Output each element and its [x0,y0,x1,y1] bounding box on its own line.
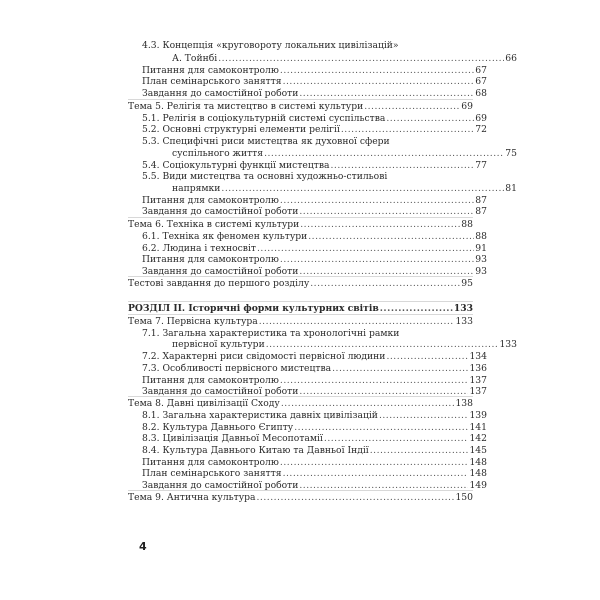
toc-entry-page: 88 [475,231,487,242]
toc-entry-title: 8.3. Цивілізація Давньої Месопотамії [142,433,323,444]
dot-leader [266,339,499,351]
toc-entry-page: 133 [499,339,517,350]
toc-entry-title: Тема 7. Первісна культура [128,316,258,327]
toc-entry-page: 148 [469,468,487,479]
toc-entry-title: Питання для самоконтролю [142,195,279,206]
toc-entry-title: 5.5. Види мистецтва та основні художньо-стильові [142,171,388,182]
toc-entry-title: 5.2. Основні структурні елементи релігії [142,124,340,135]
toc-entry-page: 134 [469,351,487,362]
dot-leader [264,148,504,160]
dot-leader [308,231,474,243]
dot-leader [259,316,455,328]
dot-leader [364,101,460,113]
toc-entry-title: Питання для самоконтролю [142,457,279,468]
section-divider [128,490,473,491]
toc-entry[interactable] [128,40,487,52]
toc-entry-page: 72 [475,124,487,135]
dot-leader [386,351,468,363]
dot-leader [341,124,474,136]
toc-entry-page: 87 [475,206,487,217]
toc-entry-page: 68 [475,88,487,99]
toc-entry-page: 81 [505,183,517,194]
toc-entry[interactable] [128,339,517,351]
toc-entry-title: напрямки [172,183,221,194]
toc-entry[interactable] [128,171,487,183]
toc-entry-title: Тема 6. Техніка в системі культури [128,219,300,230]
toc-entry-page: 137 [469,375,487,386]
toc-entry-page: 67 [475,76,487,87]
toc-entry-title: 5.3. Специфічні риси мистецтва як духовної сфери [142,136,390,147]
toc-entry-title: Завдання до самостійної роботи [142,266,299,277]
toc-entry-title: Тема 9. Антична культура [128,492,256,503]
toc-entry-title: 7.2. Характерні риси свідомості первісної людини [142,351,386,362]
toc-entry-title: 6.1. Техніка як феномен культури [142,231,308,242]
toc-entry-title: Завдання до самостійної роботи [142,480,299,491]
toc-entry-page: 75 [505,148,517,159]
toc-entry[interactable] [128,219,473,231]
section-divider [128,99,473,100]
toc-entry-title: Питання для самоконтролю [142,65,279,76]
dot-leader [310,278,460,290]
dot-leader [332,363,468,375]
toc-entry-page: 133 [455,316,473,327]
dot-leader [283,76,475,88]
dot-leader [283,468,469,480]
toc-entry-title: Питання для самоконтролю [142,375,279,386]
toc-entry[interactable] [128,148,517,160]
section-divider [128,314,473,315]
toc-entry-page: 142 [469,433,487,444]
toc-entry-title: План семінарського заняття [142,468,282,479]
section-divider [128,396,473,397]
toc-entry-title: Тема 8. Давні цивілізації Сходу [128,398,280,409]
toc-entry-page: 148 [469,457,487,468]
toc-entry-page: 145 [469,445,487,456]
section-divider [128,217,473,218]
toc-entry-title: 7.3. Особливості первісного мистецтва [142,363,332,374]
toc-entry[interactable] [128,316,473,328]
toc-entry-title: 4.3. Концепція «круговороту локальних цивілізацій» [142,40,399,51]
toc-entry[interactable] [128,76,487,88]
dot-leader [300,219,460,231]
toc-entry-title: первісної культури [172,339,265,350]
toc-entry-title: 6.2. Людина і техносвіт [142,243,256,254]
toc-entry-title: 8.4. Культура Давнього Китаю та Давньої Індії [142,445,369,456]
dot-leader [281,398,455,410]
toc-entry[interactable] [128,183,517,195]
toc-entry-page: 95 [461,278,473,289]
toc-entry[interactable] [128,136,487,148]
toc-entry[interactable] [128,278,473,290]
toc-entry[interactable] [128,53,517,65]
toc-entry-title: суспільного життя [172,148,264,159]
toc-entry-page: 77 [475,160,487,171]
toc-entry-title: 7.1. Загальна характеристика та хронологічні рамки [142,328,400,339]
dot-leader [218,53,504,65]
toc-entry-title: А. Тойнбі [172,53,218,64]
toc-entry-page: 138 [455,398,473,409]
toc-entry-page: 69 [461,101,473,112]
toc-entry-page: 88 [461,219,473,230]
toc-entry[interactable] [128,351,487,363]
toc-entry-title: Завдання до самостійної роботи [142,88,299,99]
toc-entry-title: 5.4. Соціокультурні функції мистецтва [142,160,330,171]
toc-entry-title: Тестові завдання до першого розділу [128,278,310,289]
toc-entry-page: 93 [475,254,487,265]
toc-entry[interactable] [128,363,487,375]
toc-entry-page: 150 [455,492,473,503]
toc-entry-page: 69 [475,113,487,124]
toc-entry[interactable] [128,231,487,243]
toc-entry[interactable] [128,410,487,422]
section-divider [128,301,473,302]
section-divider [128,276,473,277]
toc-entry-page: 137 [469,386,487,397]
dot-leader [379,410,469,422]
toc-entry-page: 93 [475,266,487,277]
toc-entry-title: 5.1. Релігія в соціокультурній системі суспільства [142,113,386,124]
toc-entry-title: Тема 5. Релігія та мистецтво в системі культури [128,101,364,112]
toc-entry-page: 139 [469,410,487,421]
toc-entry-page: 149 [469,480,487,491]
toc-entry-page: 133 [453,303,473,314]
toc-entry-page: 91 [475,243,487,254]
toc-entry[interactable] [128,492,473,504]
toc-entry[interactable] [128,433,487,445]
toc-entry[interactable] [128,124,487,136]
toc-entry[interactable] [128,398,473,410]
dot-leader [221,183,504,195]
toc-entry-title: Завдання до самостійної роботи [142,386,299,397]
dot-leader [280,254,474,266]
toc-entry-title: 8.1. Загальна характеристика давніх цивілізацій [142,410,378,421]
toc-entry[interactable] [128,445,487,457]
toc-entry-title: РОЗДІЛ ІІ. Історичні форми культурних світів [128,303,379,314]
toc-entry-title: 8.2. Культура Давнього Єгипту [142,422,294,433]
toc-entry-title: Завдання до самостійної роботи [142,206,299,217]
toc-entry[interactable] [128,254,487,266]
toc-entry-page: 141 [469,422,487,433]
toc-entry-page: 87 [475,195,487,206]
toc-entry-page: 136 [469,363,487,374]
toc-entry-page: 66 [505,53,517,64]
toc-entry-title: Питання для самоконтролю [142,254,279,265]
toc-entry-page: 67 [475,65,487,76]
dot-leader [370,445,469,457]
dot-leader [257,492,455,504]
toc-entry[interactable] [128,101,473,113]
dot-leader [324,433,469,445]
toc-entry[interactable] [128,468,487,480]
toc-entry-title: План семінарського заняття [142,76,282,87]
page-number: 4 [139,540,147,553]
